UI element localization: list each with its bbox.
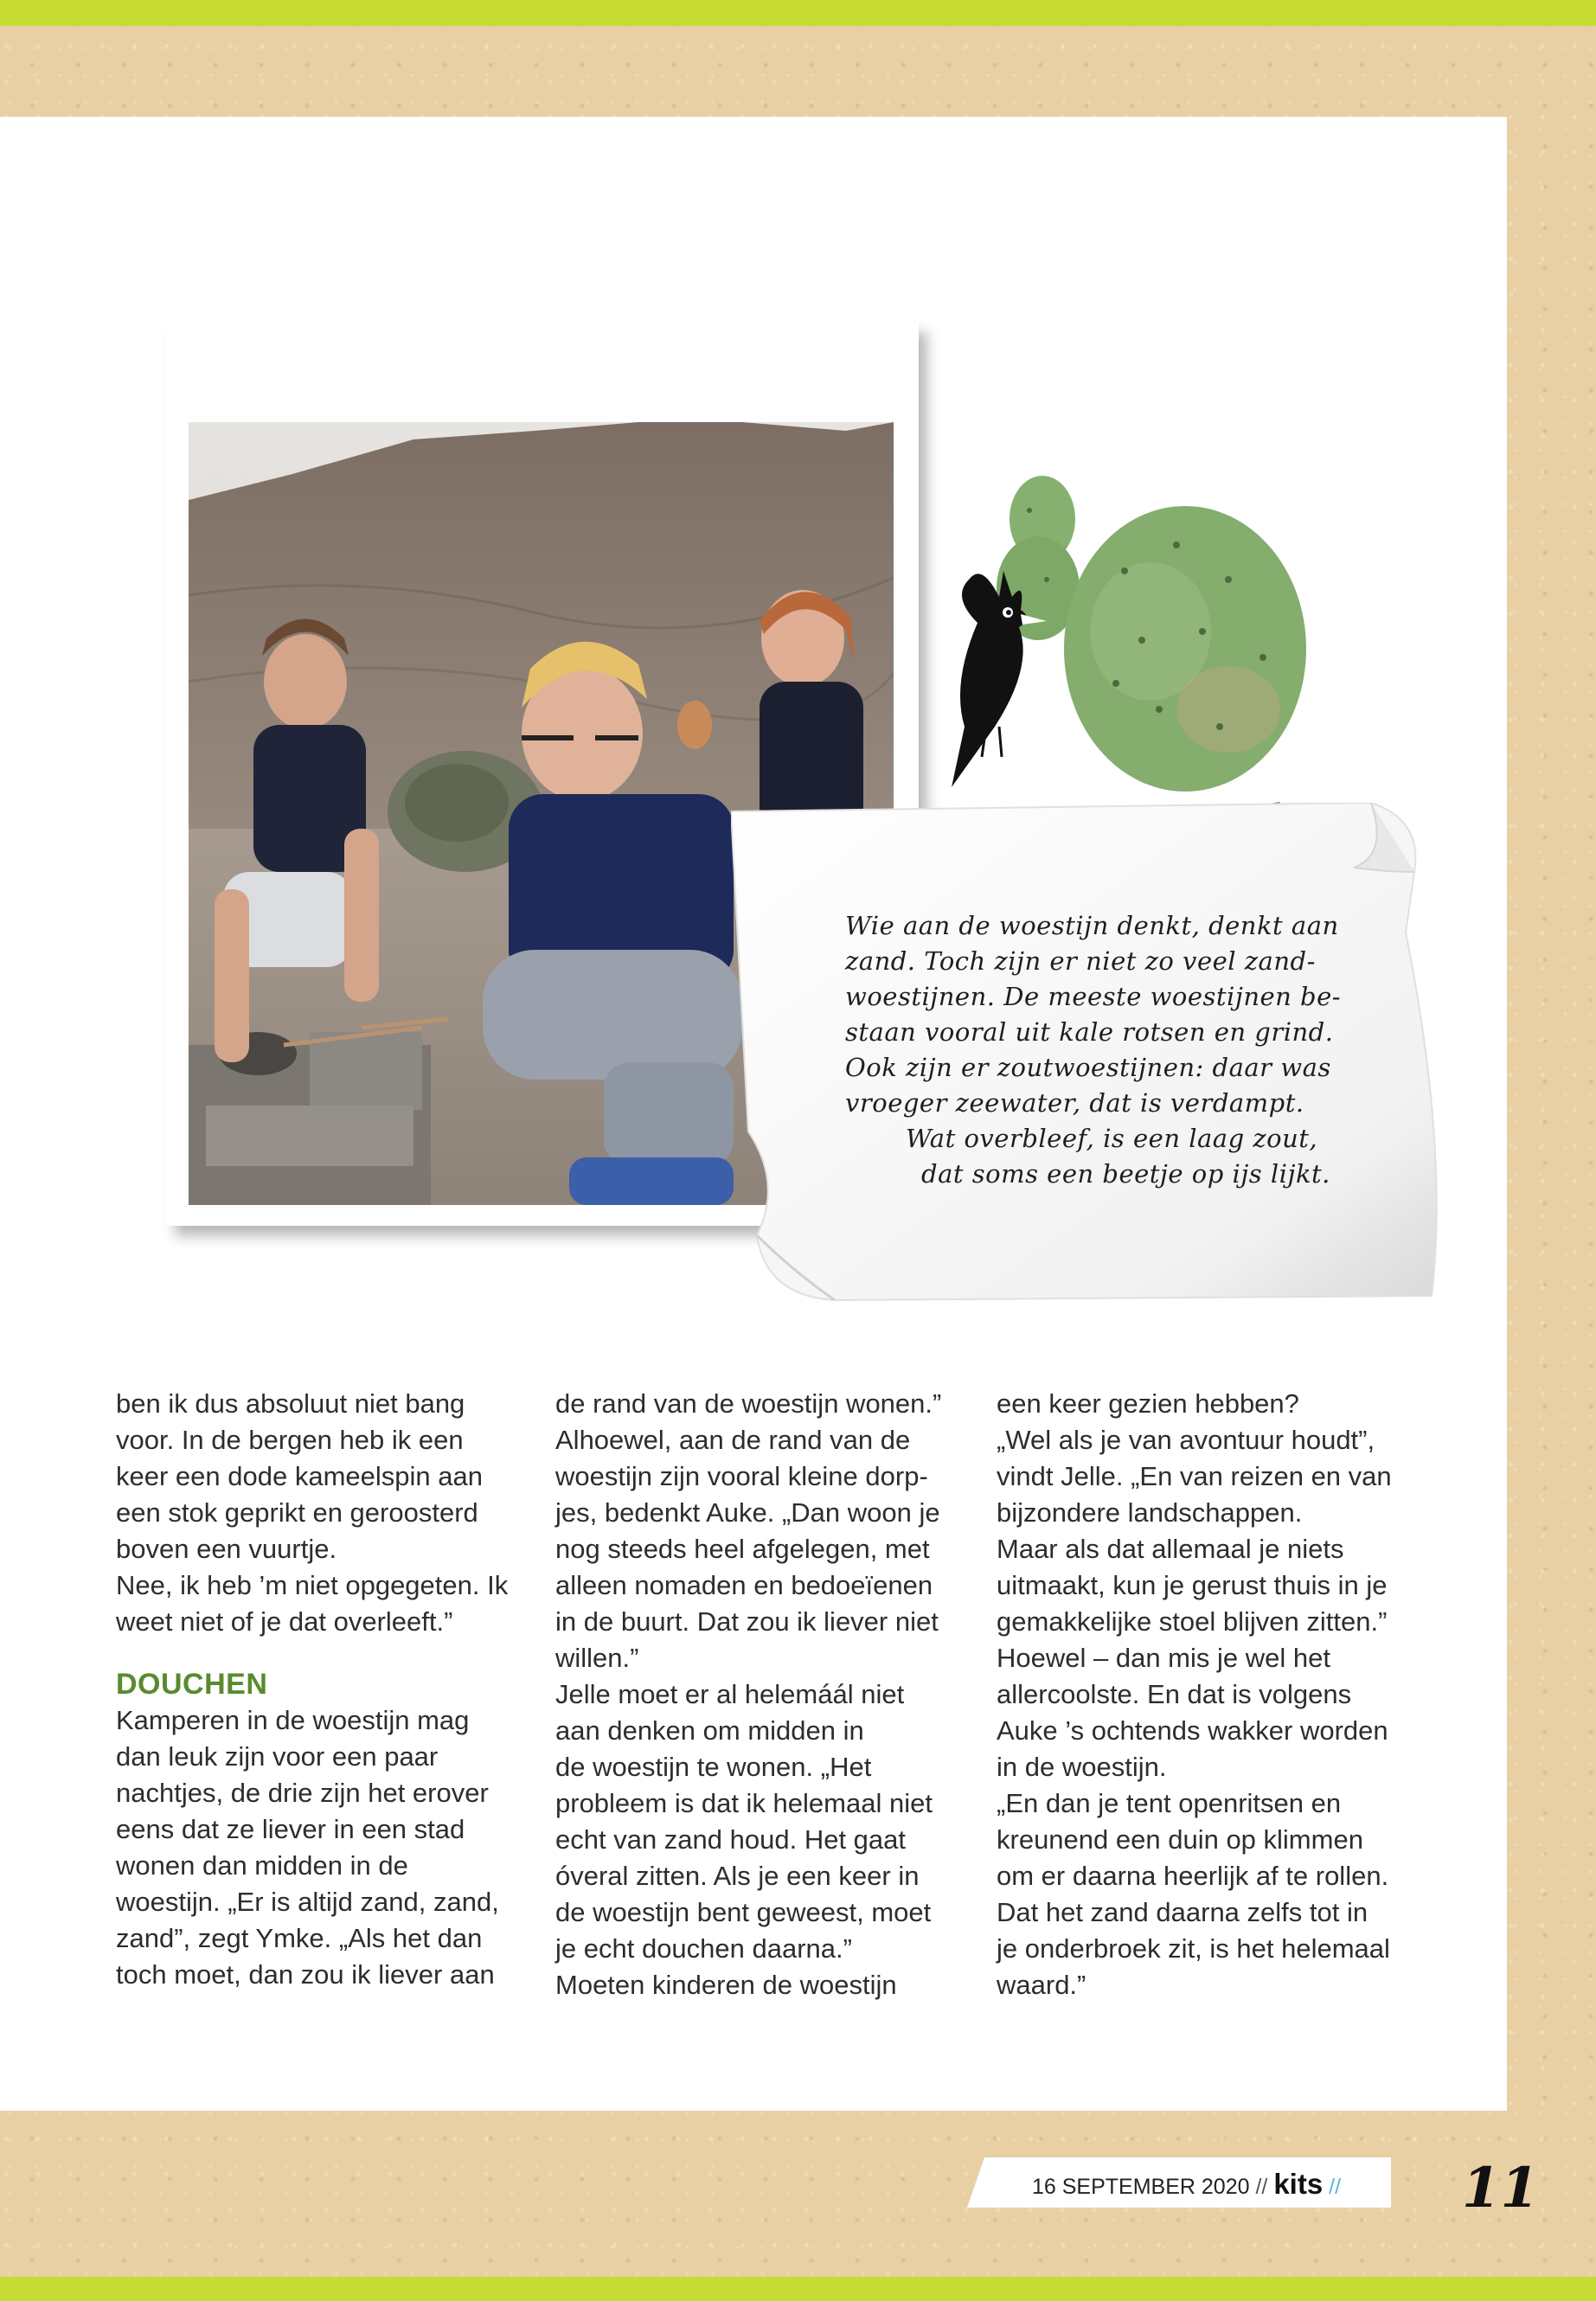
text-line: bijzondere landschappen. [997,1497,1303,1528]
note-line: Ook zijn er zoutwoestijnen: daar was [845,1053,1331,1082]
text-line: óveral zitten. Als je een keer in [555,1861,920,1891]
note-line: Wat overbleef, is een laag zout, [906,1124,1318,1153]
text-line: je onderbroek zit, is het helemaal [997,1933,1390,1964]
text-line: toch moet, dan zou ik liever aan [116,1959,495,1990]
separator: // [1255,2175,1268,2199]
text-line: waard.” [997,1970,1086,2000]
note-line: dat soms een beetje op ijs lijkt. [921,1159,1330,1189]
text-line: zand”, zegt Ymke. „Als het dan [116,1923,483,1953]
text-line: Alhoewel, aan de rand van de [555,1425,911,1455]
text-line: boven een vuurtje. [116,1534,337,1564]
text-line: „Wel als je van avontuur houdt”, [997,1425,1375,1455]
text-line: keer een dode kameelspin aan [116,1461,483,1491]
note-line: vroeger zeewater, dat is verdampt. [845,1088,1304,1118]
note-line: Wie aan de woestijn denkt, denkt aan [845,911,1339,940]
note-text [845,908,1399,1192]
text-line: je echt douchen daarna.” [555,1933,852,1964]
article-column-3 [997,1386,1407,2003]
text-line: wonen dan midden in de [116,1850,408,1881]
text-line: woestijn. „Er is altijd zand, zand, [116,1887,499,1917]
text-line: willen.” [555,1643,639,1673]
text-line: Nee, ik heb ’m niet opgegeten. Ik [116,1570,509,1600]
text-line: weet niet of je dat overleeft.” [116,1606,453,1637]
info-note [731,803,1440,1304]
text-line: Hoewel – dan mis je wel het [997,1643,1330,1673]
note-line: woestijnen. De meeste woestijnen be- [845,982,1342,1011]
text-line: nog steeds heel afgelegen, met [555,1534,930,1564]
text-line: eens dat ze liever in een stad [116,1814,465,1844]
text-line: Auke ’s ochtends wakker worden [997,1715,1388,1746]
text-line: uitmaakt, kun je gerust thuis in je [997,1570,1388,1600]
text-line: probleem is dat ik helemaal niet [555,1788,933,1818]
text-line: voor. In de bergen heb ik een [116,1425,464,1455]
text-line: „En dan je tent openritsen en [997,1788,1342,1818]
text-line: gemakkelijke stoel blijven zitten.” [997,1606,1388,1637]
article-column-2 [555,1386,966,2003]
note-line: staan vooral uit kale rotsen en grind. [845,1017,1334,1047]
text-line: de woestijn bent geweest, moet [555,1897,932,1927]
text-line: Dat het zand daarna zelfs tot in [997,1897,1368,1927]
top-accent-bar [0,0,1596,26]
text-line: om er daarna heerlijk af te rollen. [997,1861,1389,1891]
separator: // [1329,2175,1342,2199]
text-line: de woestijn te wonen. „Het [555,1752,872,1782]
page-number: 11 [1462,2156,1540,2221]
article-column-1 [116,1386,527,1993]
footer-text [1032,2168,1341,2201]
text-line: in de woestijn. [997,1752,1167,1782]
text-line: een stok geprikt en geroosterd [116,1497,478,1528]
text-line: een keer gezien hebben? [997,1388,1299,1419]
text-line: alleen nomaden en bedoeïenen [555,1570,933,1600]
text-line: Maar als dat allemaal je niets [997,1534,1344,1564]
text-line: woestijn zijn vooral kleine dorp- [555,1461,928,1491]
text-line: kreunend een duin op klimmen [997,1824,1363,1855]
text-line: de rand van de woestijn wonen.” [555,1388,942,1419]
text-line: in de buurt. Dat zou ik liever niet [555,1606,939,1637]
text-line: dan leuk zijn voor een paar [116,1741,439,1772]
text-line: allercoolste. En dat is volgens [997,1679,1352,1709]
note-line: zand. Toch zijn er niet zo veel zand- [845,946,1316,976]
text-line: ben ik dus absoluut niet bang [116,1388,465,1419]
text-line: Moeten kinderen de woestijn [555,1970,897,2000]
text-line: Kamperen in de woestijn mag [116,1705,470,1735]
brand-logo: kits [1273,2168,1324,2200]
text-line: Jelle moet er al helemáál niet [555,1679,905,1709]
text-line: jes, bedenkt Auke. „Dan woon je [555,1497,940,1528]
text-line: nachtjes, de drie zijn het erover [116,1778,489,1808]
issue-date: 16 SEPTEMBER 2020 [1032,2175,1250,2199]
footer-date-tag [967,2157,1391,2208]
cactus-bird-illustration [917,467,1332,830]
text-line: aan denken om midden in [555,1715,864,1746]
bottom-accent-bar [0,2277,1596,2301]
text-line: vindt Jelle. „En van reizen en van [997,1461,1392,1491]
section-heading: DOUCHEN [116,1668,268,1701]
cactus-icon [917,467,1332,830]
text-line: echt van zand houd. Het gaat [555,1824,907,1855]
